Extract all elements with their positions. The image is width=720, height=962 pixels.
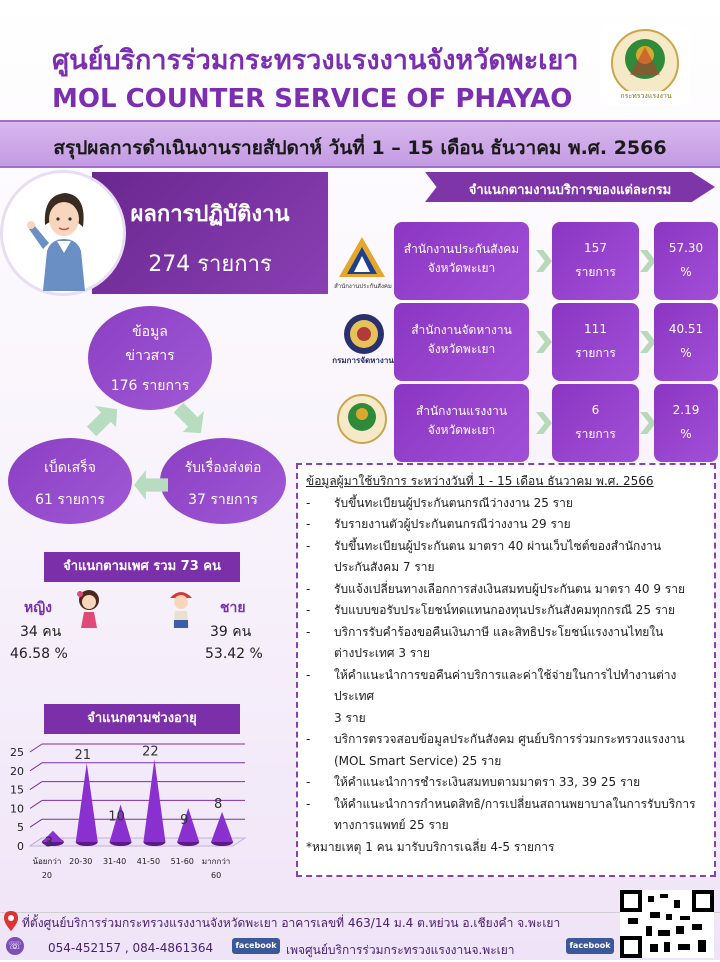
qr-code-icon [620, 890, 714, 958]
service-item [306, 794, 706, 837]
x-tick-label-line: 31-40 [102, 857, 127, 866]
service-item-text [334, 514, 706, 536]
facebook-icon: facebook [232, 938, 280, 954]
department-name-line2: จังหวัดพะเยา [427, 423, 496, 437]
service-bullet: - [306, 667, 311, 682]
service-details-box [296, 463, 716, 877]
location-pin-icon [4, 911, 18, 931]
bar-data-label: 9 [180, 813, 189, 829]
department-labour-count [552, 384, 639, 462]
department-name-line1: สำนักงานแรงงาน [415, 404, 508, 418]
percent-unit: % [680, 427, 692, 441]
percent-unit: % [680, 346, 692, 360]
service-item-line2: 3 ราย [334, 710, 366, 725]
cycle-info-value: 176 รายการ [110, 378, 190, 394]
x-tick-label-line: 20-30 [69, 857, 93, 866]
count-value: 157 [584, 241, 607, 255]
male-count: 39 คน [210, 624, 252, 640]
service-item-line1: รับขึ้นทะเบียนผู้ประกันตน มาตรา 40 ผ่านเว็บไซต์ของสำนักงาน [334, 538, 662, 553]
percent-value: 40.51 [668, 322, 704, 336]
service-item-line1: บริการตรวจสอบข้อมูลประกันสังคม ศูนย์บริการร่วมกระทรวงแรงงาน [334, 732, 685, 746]
doe-logo-caption: กรมการจัดหางาน [332, 356, 394, 365]
department-doe-percent [654, 303, 718, 381]
cycle-complete-value: 61 รายการ [35, 492, 105, 508]
y-tick-label: 25 [10, 746, 24, 759]
labour-office-logo [335, 392, 390, 447]
female-percent: 46.58 % [10, 646, 68, 662]
footer-phone: 054-452157 , 084-4861364 [48, 941, 214, 955]
bar-data-label: 10 [108, 809, 125, 825]
service-bullet: - [306, 775, 311, 789]
grid-line [30, 744, 42, 752]
labour-office-logo-icon [335, 392, 390, 447]
service-item-line1: ให้คำแนะนำการกำหนดสิทธิ/การเปลี่ยนสถานพยาบาลในการรับบริการ [334, 796, 696, 811]
x-tick-label [171, 857, 194, 866]
service-item [306, 729, 706, 772]
department-sso-count [552, 222, 639, 300]
arrow-chevron-icon [536, 412, 552, 434]
footer-divider [0, 912, 720, 913]
male-percent: 53.42 % [205, 646, 263, 662]
department-name-line2: จังหวัดพะเยา [427, 342, 496, 356]
department-name-line1: สำนักงานจัดหางาน [411, 323, 512, 337]
service-item-line1: รับแบบขอรับประโยชน์ทดแทนกองทุนประกันสังคมทุกกรณี 25 ราย [334, 603, 676, 617]
service-bullet: - [306, 495, 311, 510]
service-item-line2: ประกันสังคม 7 ราย [334, 560, 435, 574]
department-labour-percent [654, 384, 718, 462]
grid-line [30, 782, 42, 790]
percent-unit: % [680, 265, 692, 279]
emblem-caption: กระทรวงแรงงาน [620, 92, 672, 100]
cycle-info-line1: ข้อมูล [132, 324, 168, 340]
x-tick-label-line: 51-60 [170, 857, 194, 866]
service-bullet: - [306, 624, 311, 639]
service-item-text [334, 772, 706, 794]
service-bullet: - [306, 538, 311, 553]
performance-label: ผลการปฏิบัติงาน [130, 202, 290, 227]
department-labour-box [394, 384, 529, 462]
bar-data-label: 22 [142, 744, 159, 760]
service-details-title: ข้อมูลผู้มาใช้บริการ ระหว่างวันที่ 1 - 15 เดือน ธันวาคม พ.ศ. 2566 [306, 474, 654, 488]
service-item [306, 514, 706, 536]
service-item-text [334, 622, 706, 665]
boy-figure [164, 586, 198, 630]
service-item-line1: รับรายงานตัวผู้ประกันตนกรณีว่างงาน 29 ราย [334, 517, 571, 531]
page-title-english: MOL COUNTER SERVICE OF PHAYAO [52, 84, 573, 114]
x-tick-label-line: น้อยกว่า [32, 857, 62, 866]
arrow-chevron-icon [536, 331, 552, 353]
service-item-line2: ต่างประเทศ 3 ราย [334, 646, 431, 660]
qr-code [620, 890, 714, 958]
cycle-forward-circle [160, 438, 286, 524]
count-value: 111 [584, 322, 607, 336]
department-doe-count [552, 303, 639, 381]
service-item-line1: รับขึ้นทะเบียนผู้ประกันตนกรณีว่างงาน 25 ราย [334, 495, 573, 510]
service-item-text [334, 493, 706, 515]
bar-data-label: 21 [74, 748, 92, 764]
age-heading: จำแนกตามช่วงอายุ [44, 704, 240, 734]
facebook-icon: facebook [566, 938, 614, 954]
x-tick-label [202, 857, 230, 880]
count-value: 6 [591, 403, 600, 417]
date-banner-text: สรุปผลการดำเนินงานรายสัปดาห์ วันที่ 1 – 15 เดือน ธันวาคม พ.ศ. 2566 [53, 137, 667, 159]
sso-logo [335, 232, 390, 287]
service-note: *หมายเหตุ 1 คน มารับบริการเฉลี่ย 4-5 รายการ [306, 839, 555, 854]
department-sso-box [394, 222, 529, 300]
age-bar [76, 763, 98, 842]
x-tick-label [103, 857, 126, 866]
age-chart [0, 738, 290, 910]
service-item-line1: ให้คำแนะนำการชำระเงินสมทบตามมาตรา 33, 39 25 ราย [334, 775, 641, 789]
count-unit: รายการ [575, 427, 616, 441]
y-tick-label: 5 [17, 821, 24, 835]
service-bullet: - [306, 603, 311, 617]
service-item [306, 772, 706, 794]
service-bullet: - [306, 796, 311, 811]
sso-logo-icon [335, 232, 390, 287]
arrow-chevron-icon [536, 250, 552, 272]
boy-icon [164, 586, 198, 630]
service-item-line1: รับแจ้งเปลี่ยนทางเลือกการส่งเงินสมทบผู้ประกันตน มาตรา 40 9 ราย [334, 581, 685, 596]
service-item-line2: (MOL Smart Service) 25 ราย [334, 753, 502, 768]
page-title-thai: ศูนย์บริการร่วมกระทรวงแรงงานจังหวัดพะเยา [52, 45, 579, 76]
y-tick-label: 10 [10, 802, 24, 816]
service-item-text [334, 536, 706, 579]
cycle-forward-value: 37 รายการ [188, 492, 258, 508]
footer-address: ที่ตั้งศูนย์บริการร่วมกระทรวงแรงงานจังหวัดพะเยา อาคารเลขที่ 463/14 ม.4 ต.หย่วน อ.เชียงคำ จ.พะเยา [22, 916, 561, 930]
service-bullet: - [306, 581, 311, 596]
department-heading: จำแนกตามงานบริการของแต่ละกรม [468, 183, 672, 198]
service-item [306, 579, 706, 601]
girl-icon [72, 588, 106, 630]
girl-figure [72, 588, 106, 630]
cycle-info-circle [88, 306, 212, 410]
department-name-line2: จังหวัดพะเยา [427, 261, 496, 275]
service-list [306, 493, 706, 837]
age-bar [211, 812, 233, 842]
service-item [306, 665, 706, 730]
service-item [306, 536, 706, 579]
service-item-text [334, 579, 706, 601]
x-tick-label-line: 41-50 [136, 857, 161, 866]
grid-line [30, 800, 42, 808]
location-pin-shape [4, 911, 18, 931]
service-item-line1: บริการรับคำร้องขอคืนเงินภาษี และสิทธิประโยชน์แรงงานไทยใน [334, 624, 664, 639]
service-item [306, 600, 706, 622]
count-unit: รายการ [575, 346, 616, 360]
service-item [306, 493, 706, 515]
service-item-line1: ให้คำแนะนำการขอคืนค่าบริการและค่าใช้จ่ายในการไปทำงานต่างประเทศ [334, 667, 677, 703]
service-item-line2: ทางการแพทย์ 25 ราย [334, 818, 449, 832]
ministry-emblem [600, 25, 690, 105]
sso-logo-caption: สำนักงานประกันสังคม [334, 283, 392, 290]
service-item-text [334, 665, 706, 730]
department-name-line1: สำนักงานประกันสังคม [403, 242, 520, 256]
grid-line [30, 819, 42, 827]
footer-facebook-page[interactable]: เพจศูนย์บริการร่วมกระทรวงแรงงานจ.พะเยา [286, 943, 515, 957]
cycle-info-line2: ข่าวสาร [125, 348, 175, 364]
male-label: ชาย [220, 600, 246, 616]
service-item-text [334, 729, 706, 772]
bar-data-label: 8 [213, 796, 223, 812]
x-tick-label-line: 20 [41, 871, 53, 880]
percent-value: 2.19 [672, 403, 700, 417]
department-doe-box [394, 303, 529, 381]
service-bullet: - [306, 732, 311, 746]
service-bullet: - [306, 517, 311, 531]
service-item-text [334, 600, 706, 622]
phone-icon: ☏ [6, 937, 24, 955]
x-tick-label-line: 60 [210, 871, 222, 880]
service-item [306, 622, 706, 665]
performance-value: 274 รายการ [148, 252, 272, 277]
female-count: 34 คน [20, 624, 62, 640]
service-item-text [334, 794, 706, 837]
female-label: หญิง [24, 600, 52, 616]
percent-value: 57.30 [668, 241, 704, 255]
x-tick-label [69, 857, 92, 866]
y-tick-label: 0 [17, 840, 24, 853]
x-tick-label-line: มากกว่า [201, 857, 231, 866]
department-sso-percent [654, 222, 718, 300]
cycle-forward-label: รับเรื่องส่งต่อ [184, 460, 262, 476]
y-tick-label: 20 [10, 764, 24, 778]
cycle-complete-circle [8, 438, 132, 524]
x-tick-label [137, 857, 160, 866]
count-unit: รายการ [575, 265, 616, 279]
bar-data-label: 3 [44, 835, 54, 851]
gender-heading: จำแนกตามเพศ รวม 73 คน [44, 552, 240, 582]
cycle-complete-label: เบ็ดเสร็จ [44, 460, 96, 476]
grid-line [30, 763, 42, 771]
y-tick-label: 15 [10, 783, 24, 797]
x-tick-label [33, 857, 62, 880]
